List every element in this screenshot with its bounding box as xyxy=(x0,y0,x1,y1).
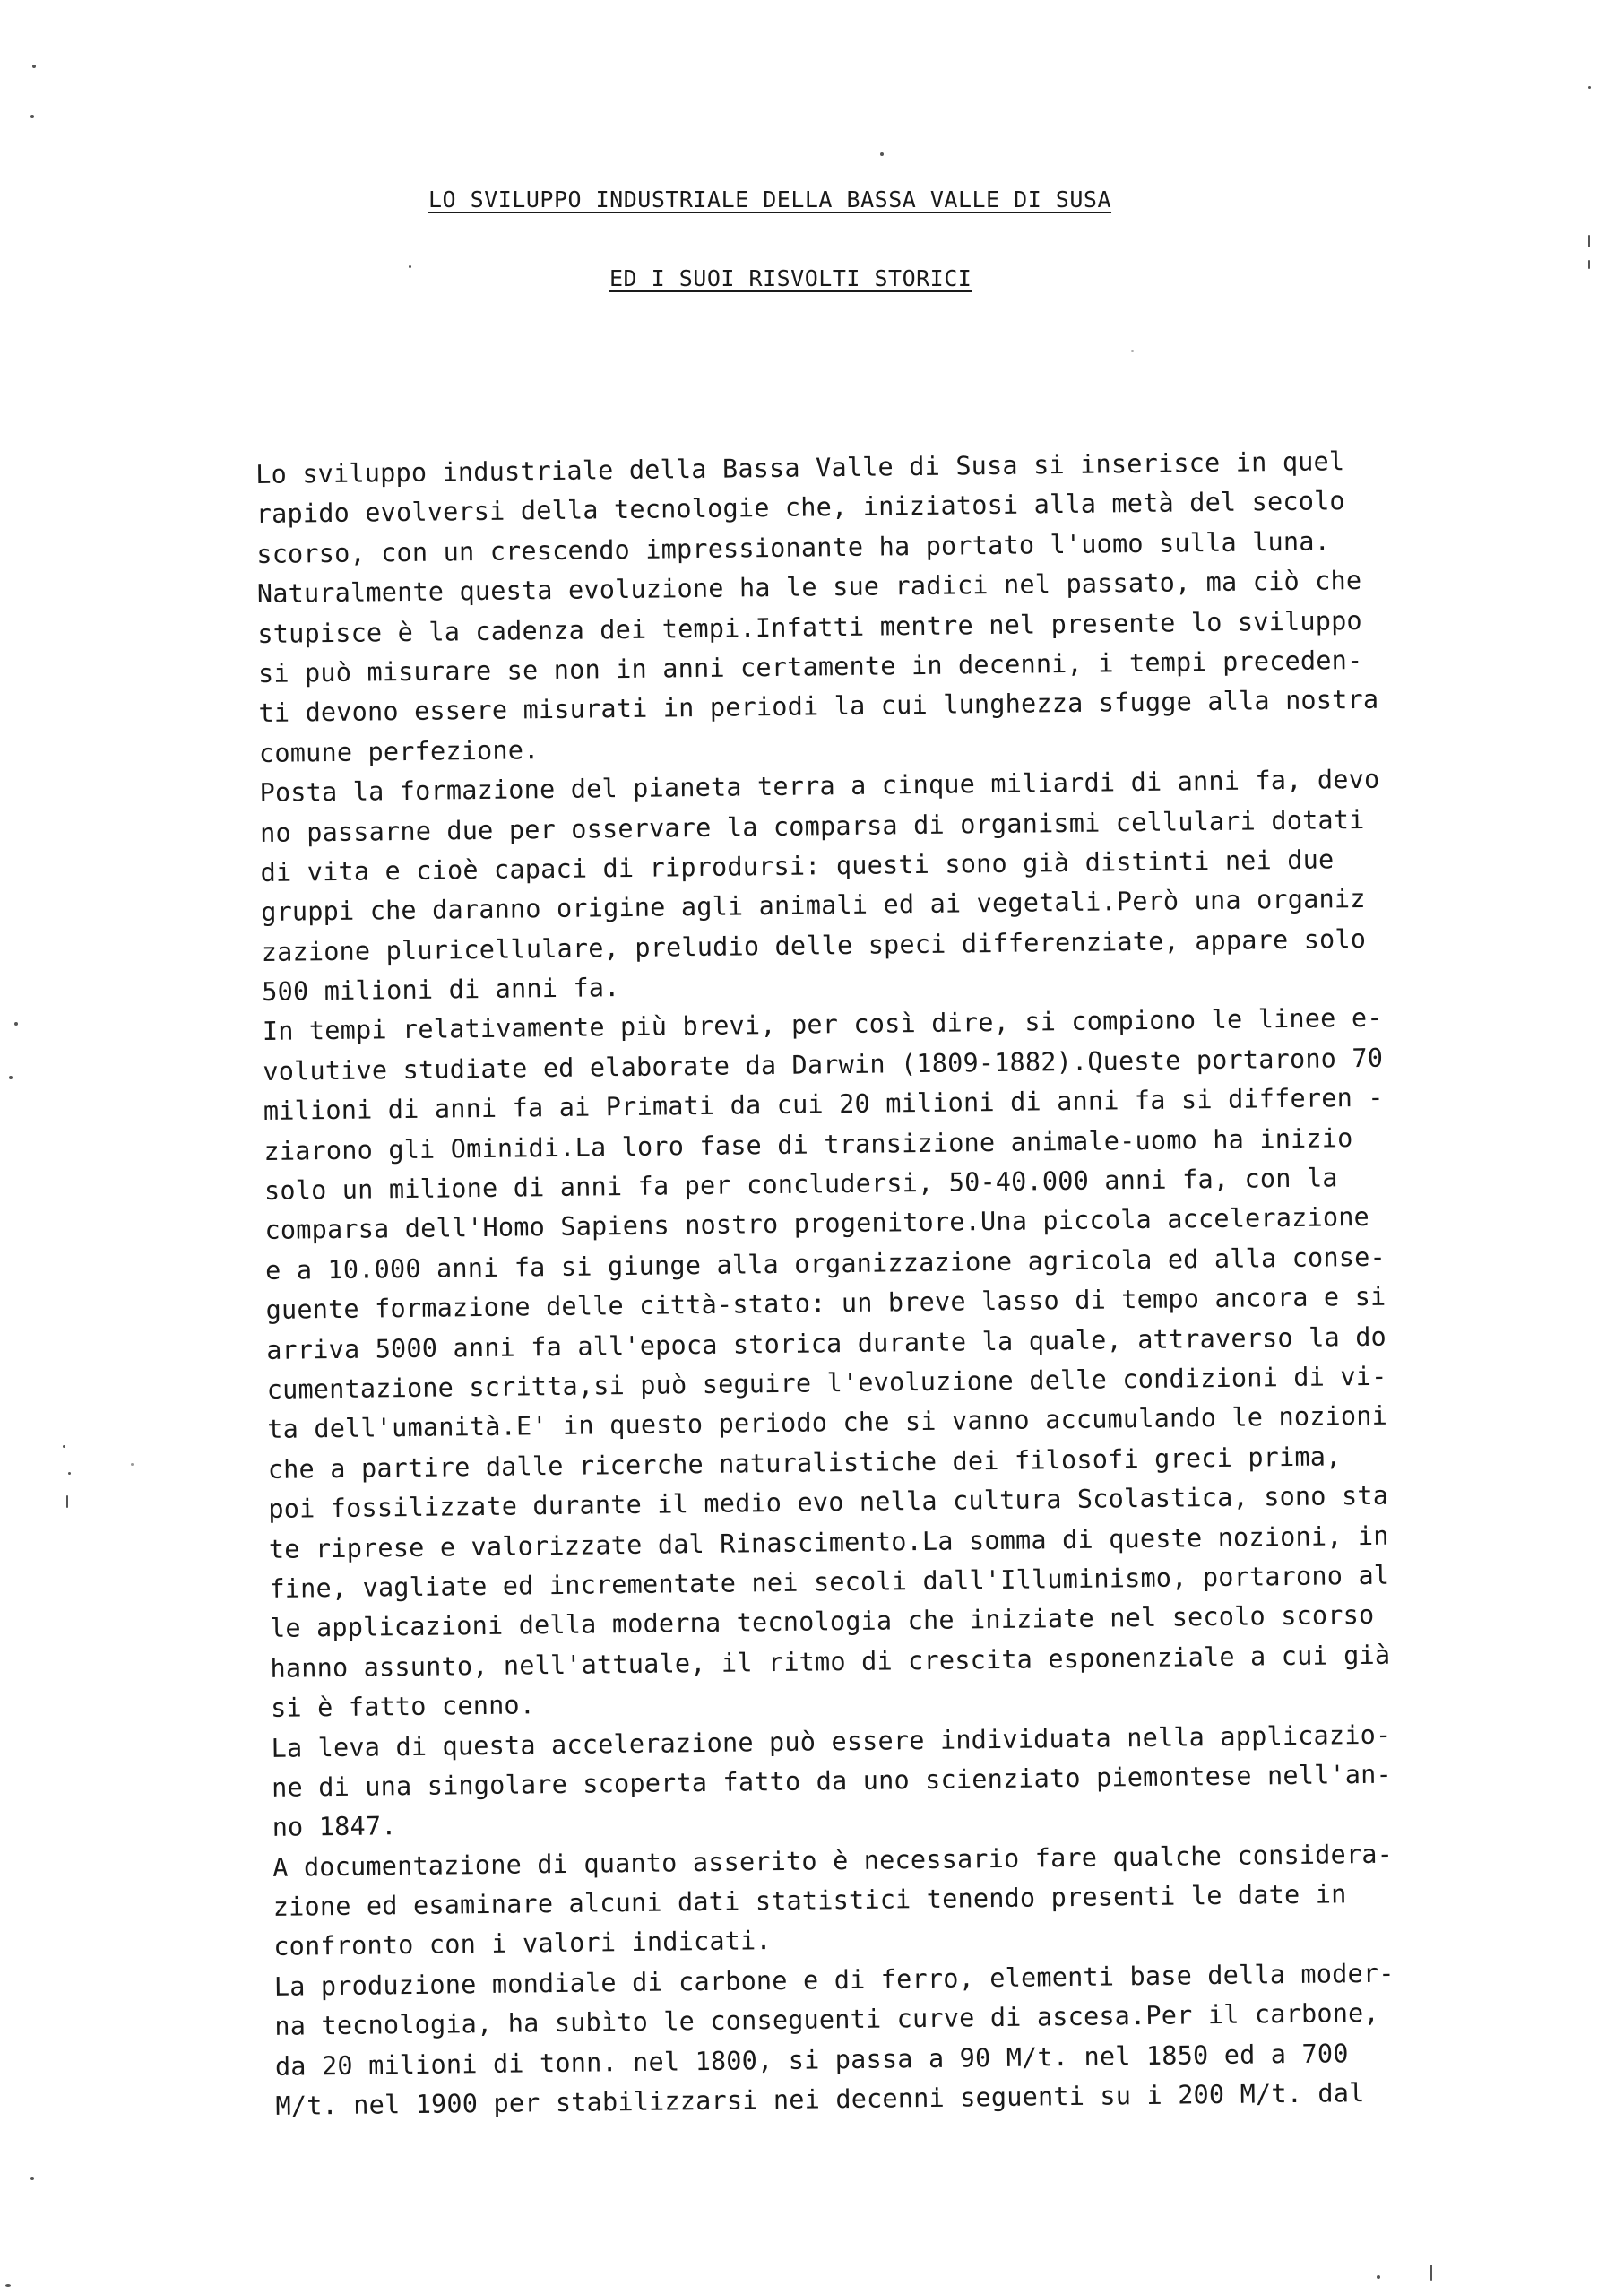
body-line: da 20 milioni di tonn. nel 1800, si passa a 90 M/t. nel 1850 ed a 700 xyxy=(274,2038,1349,2082)
body-line: che a partire dalle ricerche naturalistiche dei filosofi greci prima, xyxy=(267,1442,1342,1485)
scan-speck xyxy=(14,1022,18,1026)
body-line: cumentazione scritta,si può seguire l'evoluzione delle condizioni di vi- xyxy=(266,1361,1387,1405)
body-line: zione ed esaminare alcuni dati statistici tenendo presenti le date in xyxy=(272,1879,1347,1922)
scan-speck xyxy=(66,1495,68,1508)
body-line: no passarne due per osservare la comparsa di organismi cellulari dotati xyxy=(259,804,1365,848)
body-line: gruppi che daranno origine agli animali ed ai vegetali.Però una organiz xyxy=(261,884,1366,928)
scan-speck xyxy=(1131,350,1134,352)
scan-speck xyxy=(1588,86,1591,89)
body-line: poi fossilizzate durante il medio evo nella cultura Scolastica, sono sta xyxy=(268,1480,1389,1525)
body-line: comparsa dell'Homo Sapiens nostro progenitore.Una piccola accelerazione xyxy=(264,1202,1370,1246)
scan-speck xyxy=(30,115,34,118)
scan-speck xyxy=(9,1076,13,1079)
body-line: arriva 5000 anni fa all'epoca storica durante la quale, attraverso la do xyxy=(265,1321,1387,1365)
body-line: fine, vagliate ed incrementate nei secoli dall'Illuminismo, portarono al xyxy=(269,1560,1390,1604)
body-line: stupisce è la cadenza dei tempi.Infatti mentre nel presente lo sviluppo xyxy=(257,605,1362,649)
scan-speck xyxy=(1588,235,1590,247)
scan-speck xyxy=(131,1463,134,1466)
scan-speck xyxy=(32,65,36,68)
body-line: confronto con i valori indicati. xyxy=(273,1926,772,1962)
scan-speck xyxy=(880,152,884,156)
scan-speck xyxy=(1430,2265,1432,2281)
body-line: solo un milione di anni fa per concludersi, 50-40.000 anni fa, con la xyxy=(263,1163,1338,1206)
body-line: no 1847. xyxy=(272,1811,397,1843)
body-line: ta dell'umanità.E' in questo periodo che si vanno accumulando le nozioni xyxy=(267,1401,1388,1445)
body-line: Posta la formazione del pianeta terra a cinque miliardi di anni fa, devo xyxy=(259,764,1380,809)
body-line: zazione pluricellulare, preludio delle speci differenziate, appare solo xyxy=(261,923,1367,967)
body-line: In tempi relativamente più brevi, per così dire, si compiono le linee e- xyxy=(262,1003,1383,1047)
scan-speck xyxy=(30,2177,34,2180)
scan-speck xyxy=(68,1472,71,1475)
body-line: M/t. nel 1900 per stabilizzarsi nei decenni seguenti su i 200 M/t. dal xyxy=(275,2078,1365,2121)
body-line: rapido evolversi della tecnologie che, iniziatosi alla metà del secolo xyxy=(255,486,1346,530)
body-line: ti devono essere misurati in periodi la cui lunghezza sfugge alla nostra xyxy=(258,685,1379,729)
body-line: milioni di anni fa ai Primati da cui 20 milioni di anni fa si differen - xyxy=(263,1082,1384,1127)
body-line: si è fatto cenno. xyxy=(270,1690,536,1724)
body-line: ne di una singolare scoperta fatto da uno scienziato piemontese nell'an- xyxy=(271,1759,1393,1803)
body-line: na tecnologia, ha subìto le conseguenti curve di ascesa.Per il carbone, xyxy=(274,1998,1379,2042)
scan-speck xyxy=(5,2284,11,2287)
body-line: La leva di questa accelerazione può essere individuata nella applicazio- xyxy=(271,1719,1392,1763)
scan-speck xyxy=(63,1445,65,1448)
body-line: comune perfezione. xyxy=(258,734,540,768)
body-line: Lo sviluppo industriale della Bassa Valle di Susa si inserisce in quel xyxy=(255,446,1345,489)
body-line: A documentazione di quanto asserito è necessario fare qualche considera- xyxy=(272,1839,1394,1883)
scan-speck xyxy=(409,265,411,268)
body-line: Naturalmente questa evoluzione ha le sue radici nel passato, ma ciò che xyxy=(256,566,1362,610)
body-line: ziarono gli Ominidi.La loro fase di transizione animale-uomo ha inizio xyxy=(263,1122,1353,1166)
body-line: 500 milioni di anni fa. xyxy=(262,973,620,1008)
body-line: di vita e cioè capaci di riprodursi: questi sono già distinti nei due xyxy=(260,844,1335,888)
body-line: te riprese e valorizzate dal Rinascimento.La somma di queste nozioni, in xyxy=(268,1520,1389,1564)
body-text xyxy=(255,441,1459,2126)
body-line: le applicazioni della moderna tecnologia che iniziate nel secolo scorso xyxy=(269,1600,1375,1644)
body-line: scorso, con un crescendo impressionante ha portato l'uomo sulla luna. xyxy=(256,526,1331,569)
document-title-line-2: ED I SUOI RISVOLTI STORICI xyxy=(609,265,972,291)
document-title-line-1: LO SVILUPPO INDUSTRIALE DELLA BASSA VALLE DI SUSA xyxy=(428,186,1112,212)
body-line: volutive studiate ed elaborate da Darwin (1809-1882).Queste portarono 70 xyxy=(263,1043,1384,1087)
body-line: hanno assunto, nell'attuale, il ritmo di crescita esponenziale a cui già xyxy=(270,1640,1391,1684)
body-line: si può misurare se non in anni certamente in decenni, i tempi preceden- xyxy=(257,645,1363,688)
scan-speck xyxy=(1588,260,1590,269)
body-line: guente formazione delle città-stato: un breve lasso di tempo ancora e si xyxy=(265,1281,1386,1326)
body-line: e a 10.000 anni fa si giunge alla organizzazione agricola ed alla conse- xyxy=(264,1242,1386,1286)
body-line: La produzione mondiale di carbone e di ferro, elementi base della moder- xyxy=(273,1958,1395,2002)
scan-speck xyxy=(1377,2275,1380,2279)
